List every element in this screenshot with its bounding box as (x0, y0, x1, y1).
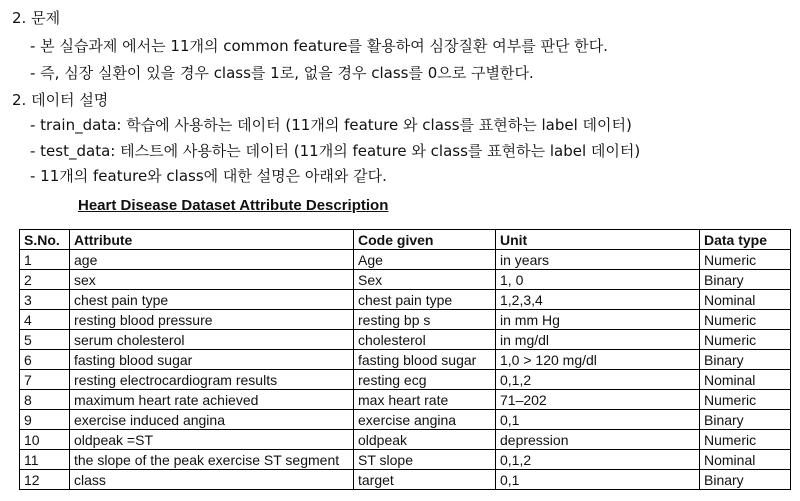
cell-code-given: cholesterol (354, 330, 496, 350)
cell-unit: in mg/dl (496, 330, 700, 350)
table-row (20, 270, 791, 290)
cell-sno: 7 (20, 370, 70, 390)
table-row (20, 330, 791, 350)
cell-attribute: exercise induced angina (70, 410, 354, 430)
data-item: - train_data: 학습에 사용하는 데이터 (11개의 feature 와 class를 표현하는 label 데이터) (30, 116, 632, 134)
cell-attribute: class (70, 470, 354, 490)
cell-data-type: Nominal (700, 370, 791, 390)
cell-code-given: max heart rate (354, 390, 496, 410)
cell-data-type: Numeric (700, 310, 791, 330)
cell-attribute: serum cholesterol (70, 330, 354, 350)
cell-unit: 0,1,2 (496, 370, 700, 390)
cell-attribute: age (70, 250, 354, 270)
table-row (20, 450, 791, 470)
table-header-row (20, 230, 791, 250)
cell-data-type: Nominal (700, 450, 791, 470)
cell-attribute: the slope of the peak exercise ST segment (70, 450, 354, 470)
cell-data-type: Binary (700, 350, 791, 370)
data-item: - 11개의 feature와 class에 대한 설명은 아래와 같다. (30, 167, 387, 185)
cell-attribute: maximum heart rate achieved (70, 390, 354, 410)
cell-attribute: oldpeak =ST (70, 430, 354, 450)
data-item: - test_data: 테스트에 사용하는 데이터 (11개의 feature 와 class를 표현하는 label 데이터) (30, 142, 641, 160)
table-row (20, 310, 791, 330)
table-row (20, 250, 791, 270)
data-heading: 2. 데이터 설명 (12, 91, 109, 109)
cell-data-type: Binary (700, 470, 791, 490)
cell-attribute: resting electrocardiogram results (70, 370, 354, 390)
problem-heading: 2. 문제 (12, 9, 61, 27)
table-row (20, 290, 791, 310)
problem-item: - 즉, 심장 실환이 있을 경우 class를 1로, 없을 경우 class를 0으로 구별한다. (30, 64, 534, 82)
cell-sno: 10 (20, 430, 70, 450)
table-row (20, 390, 791, 410)
cell-unit: 1,2,3,4 (496, 290, 700, 310)
cell-code-given: Age (354, 250, 496, 270)
cell-sno: 6 (20, 350, 70, 370)
cell-unit: in years (496, 250, 700, 270)
table-row (20, 350, 791, 370)
header-unit: Unit (496, 230, 700, 250)
cell-data-type: Numeric (700, 250, 791, 270)
cell-attribute: fasting blood sugar (70, 350, 354, 370)
cell-code-given: chest pain type (354, 290, 496, 310)
cell-sno: 2 (20, 270, 70, 290)
cell-code-given: resting ecg (354, 370, 496, 390)
cell-code-given: Sex (354, 270, 496, 290)
cell-sno: 8 (20, 390, 70, 410)
cell-sno: 12 (20, 470, 70, 490)
header-data-type: Data type (700, 230, 791, 250)
table-row (20, 410, 791, 430)
cell-data-type: Nominal (700, 290, 791, 310)
cell-code-given: fasting blood sugar (354, 350, 496, 370)
cell-unit: 71–202 (496, 390, 700, 410)
cell-unit: 0,1 (496, 410, 700, 430)
attribute-table (19, 229, 791, 490)
problem-item: - 본 실습과제 에서는 11개의 common feature를 활용하여 심장질환 여부를 판단 한다. (30, 37, 608, 55)
cell-data-type: Binary (700, 410, 791, 430)
header-sno: S.No. (20, 230, 70, 250)
cell-attribute: resting blood pressure (70, 310, 354, 330)
cell-sno: 3 (20, 290, 70, 310)
cell-sno: 11 (20, 450, 70, 470)
cell-unit: 0,1 (496, 470, 700, 490)
cell-code-given: resting bp s (354, 310, 496, 330)
cell-data-type: Numeric (700, 390, 791, 410)
cell-sno: 1 (20, 250, 70, 270)
cell-sno: 9 (20, 410, 70, 430)
header-attribute: Attribute (70, 230, 354, 250)
header-code-given: Code given (354, 230, 496, 250)
cell-unit: 1, 0 (496, 270, 700, 290)
cell-data-type: Binary (700, 270, 791, 290)
cell-sno: 4 (20, 310, 70, 330)
cell-code-given: ST slope (354, 450, 496, 470)
cell-code-given: exercise angina (354, 410, 496, 430)
table-row (20, 430, 791, 450)
cell-unit: depression (496, 430, 700, 450)
cell-code-given: target (354, 470, 496, 490)
cell-unit: 1,0 > 120 mg/dl (496, 350, 700, 370)
table-caption: Heart Disease Dataset Attribute Description (78, 197, 389, 214)
table-row (20, 470, 791, 490)
cell-unit: in mm Hg (496, 310, 700, 330)
table-row (20, 370, 791, 390)
cell-attribute: sex (70, 270, 354, 290)
cell-data-type: Numeric (700, 330, 791, 350)
cell-attribute: chest pain type (70, 290, 354, 310)
cell-unit: 0,1,2 (496, 450, 700, 470)
cell-code-given: oldpeak (354, 430, 496, 450)
cell-sno: 5 (20, 330, 70, 350)
cell-data-type: Numeric (700, 430, 791, 450)
